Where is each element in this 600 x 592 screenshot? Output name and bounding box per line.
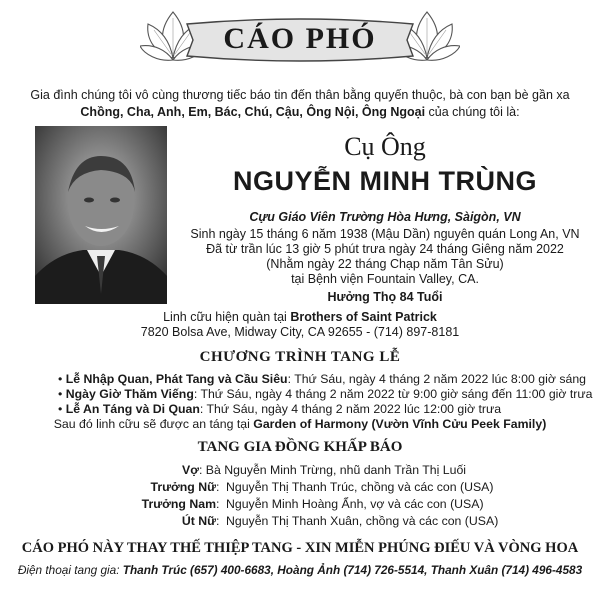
program-item: • Ngày Giờ Thăm Viếng: Thứ Sáu, ngày 4 tháng 2 năm 2022 từ 9:00 giờ sáng đến 11:00 giờ trưa bbox=[58, 387, 593, 401]
relations-list: Chồng, Cha, Anh, Em, Bác, Chú, Cậu, Ông Nội, Ông Ngoại bbox=[80, 105, 426, 119]
viewing-prefix: Linh cữu hiện quàn tại bbox=[163, 310, 291, 324]
burial-place: Garden of Harmony (Vườn Vĩnh Cửu Peek Family) bbox=[253, 417, 547, 431]
program-title: CHƯƠNG TRÌNH TANG LỄ bbox=[199, 349, 401, 365]
family-title: TANG GIA ĐỒNG KHẤP BÁO bbox=[197, 439, 403, 455]
deceased-title: Cựu Giáo Viên Trường Hòa Hưng, Sàigòn, VN bbox=[249, 210, 521, 224]
birth-info: Sinh ngày 15 tháng 6 năm 1938 (Mậu Dần) nguyên quán Long An, VN bbox=[190, 227, 580, 241]
intro-relations bbox=[20, 105, 580, 119]
intro-line: Gia đình chúng tôi vô cùng thương tiếc báo tin đến thân bằng quyến thuộc, bà con bạn bè gần xa bbox=[30, 88, 570, 102]
portrait-image bbox=[35, 126, 167, 304]
intro-suffix: của chúng tôi là: bbox=[425, 105, 520, 119]
viewing-venue: Brothers of Saint Patrick bbox=[290, 310, 437, 324]
viewing-location bbox=[0, 310, 600, 324]
viewing-address: 7820 Bolsa Ave, Midway City, CA 92655 - (714) 897-8181 bbox=[140, 325, 460, 339]
program-item: • Lễ An Táng và Di Quan: Thứ Sáu, ngày 4 tháng 2 năm 2022 lúc 12:00 giờ trưa bbox=[58, 402, 502, 416]
portrait-photo bbox=[35, 126, 167, 304]
notice-banner: CÁO PHÓ NÀY THAY THẾ THIỆP TANG - XIN MIỄN PHÚNG ĐIẾU VÀ VÒNG HOA bbox=[21, 540, 579, 556]
death-place: tại Bệnh viện Fountain Valley, CA. bbox=[291, 272, 479, 286]
contact-numbers: Thanh Trúc (657) 400-6683, Hoàng Ảnh (714) 726-5514, Thanh Xuân (714) 496-4583 bbox=[122, 563, 583, 577]
burial-info: Sau đó linh cữu sẽ được an táng tại Garden of Harmony (Vườn Vĩnh Cửu Peek Family) bbox=[53, 417, 547, 431]
death-info: Đã từ trần lúc 13 giờ 5 phút trưa ngày 24 tháng Giêng năm 2022 bbox=[206, 242, 564, 256]
wife-row: Vợ: Bà Nguyễn Minh Trừng, nhũ danh Trần Thị Luối bbox=[182, 463, 467, 477]
page-title: CÁO PHÓ bbox=[223, 22, 377, 55]
deceased-name: NGUYỄN MINH TRÙNG bbox=[233, 166, 537, 196]
program-item: • Lễ Nhập Quan, Phát Tang và Cầu Siêu: Thứ Sáu, ngày 4 tháng 2 năm 2022 lúc 8:00 giờ sáng bbox=[58, 372, 586, 386]
contact-phones: Điện thoại tang gia: Thanh Trúc (657) 400-6683, Hoàng Ảnh (714) 726-5514, Thanh Xuân (714) 496-4583 bbox=[17, 563, 583, 577]
honorific: Cụ Ông bbox=[344, 132, 426, 161]
lunar-date: (Nhằm ngày 22 tháng Chạp năm Tân Sửu) bbox=[266, 257, 504, 271]
age-at-death: Hưởng Thọ 84 Tuổi bbox=[327, 290, 443, 304]
